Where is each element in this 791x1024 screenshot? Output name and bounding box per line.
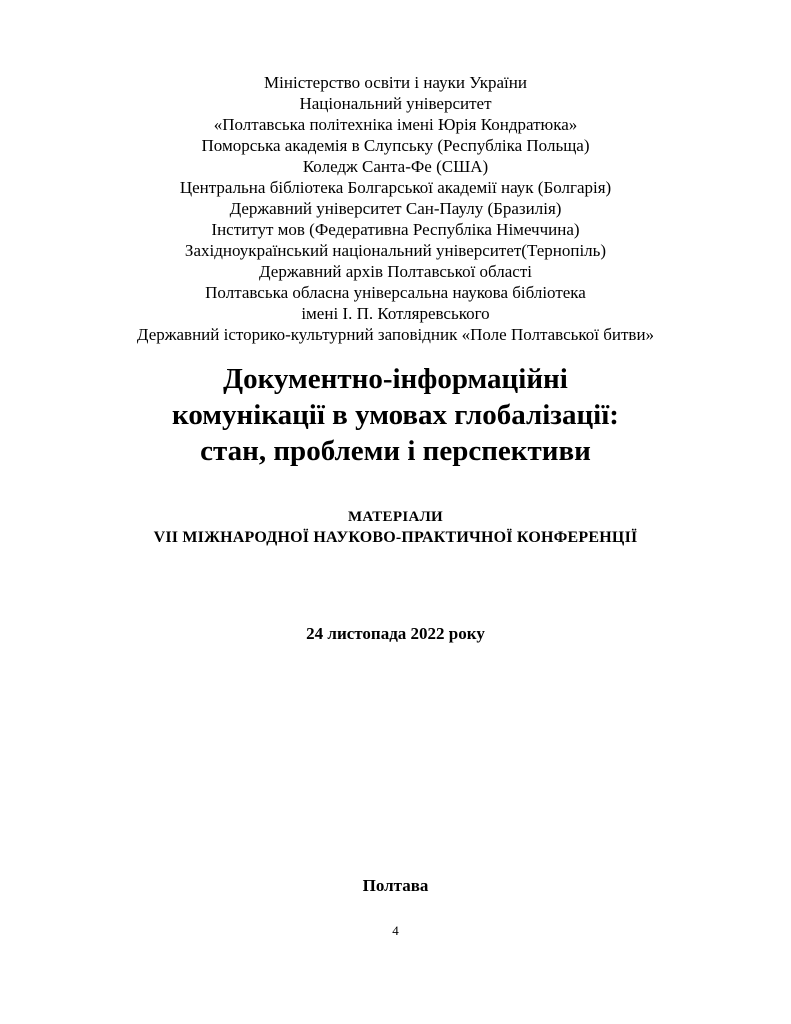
organization-line: Західноукраїнський національний університет(Тернопіль) xyxy=(184,241,607,260)
title-line: стан, проблеми і перспективи xyxy=(200,435,591,467)
organization-line: Центральна бібліотека Болгарської академії наук (Болгарія) xyxy=(179,178,612,197)
organization-line: Державний архів Полтавської області xyxy=(258,262,533,281)
title-line: комунікації в умовах глобалізації: xyxy=(172,399,619,431)
publication-city: Полтава xyxy=(362,876,429,895)
page-number: 4 xyxy=(392,923,399,938)
subtitle-line: VII МІЖНАРОДНОЇ НАУКОВО-ПРАКТИЧНОЇ КОНФЕРЕНЦІЇ xyxy=(153,529,638,546)
conference-title xyxy=(38,361,753,469)
organization-line: імені І. П. Котляревського xyxy=(301,304,490,323)
conference-date: 24 листопада 2022 року xyxy=(306,624,485,643)
organization-line: Полтавська обласна універсальна наукова бібліотека xyxy=(205,283,586,302)
organization-line: «Полтавська політехніка імені Юрія Кондратюка» xyxy=(213,115,578,134)
organization-line: Коледж Санта-Фе (США) xyxy=(302,157,489,176)
organization-line: Державний університет Сан-Паулу (Бразилія) xyxy=(229,199,562,218)
organizations-block xyxy=(38,72,753,345)
materials-subtitle xyxy=(38,507,753,549)
organization-line: Національний університет xyxy=(299,94,492,113)
organization-line: Поморська академія в Слупську (Республіка Польща) xyxy=(201,136,590,155)
organization-line: Державний історико-культурний заповідник «Поле Полтавської битви» xyxy=(136,325,655,344)
subtitle-line: МАТЕРІАЛИ xyxy=(347,509,444,525)
title-line: Документно-інформаційні xyxy=(223,363,568,395)
organization-line: Інститут мов (Федеративна Республіка Німеччина) xyxy=(211,220,580,239)
organization-line: Міністерство освіти і науки України xyxy=(264,73,527,92)
